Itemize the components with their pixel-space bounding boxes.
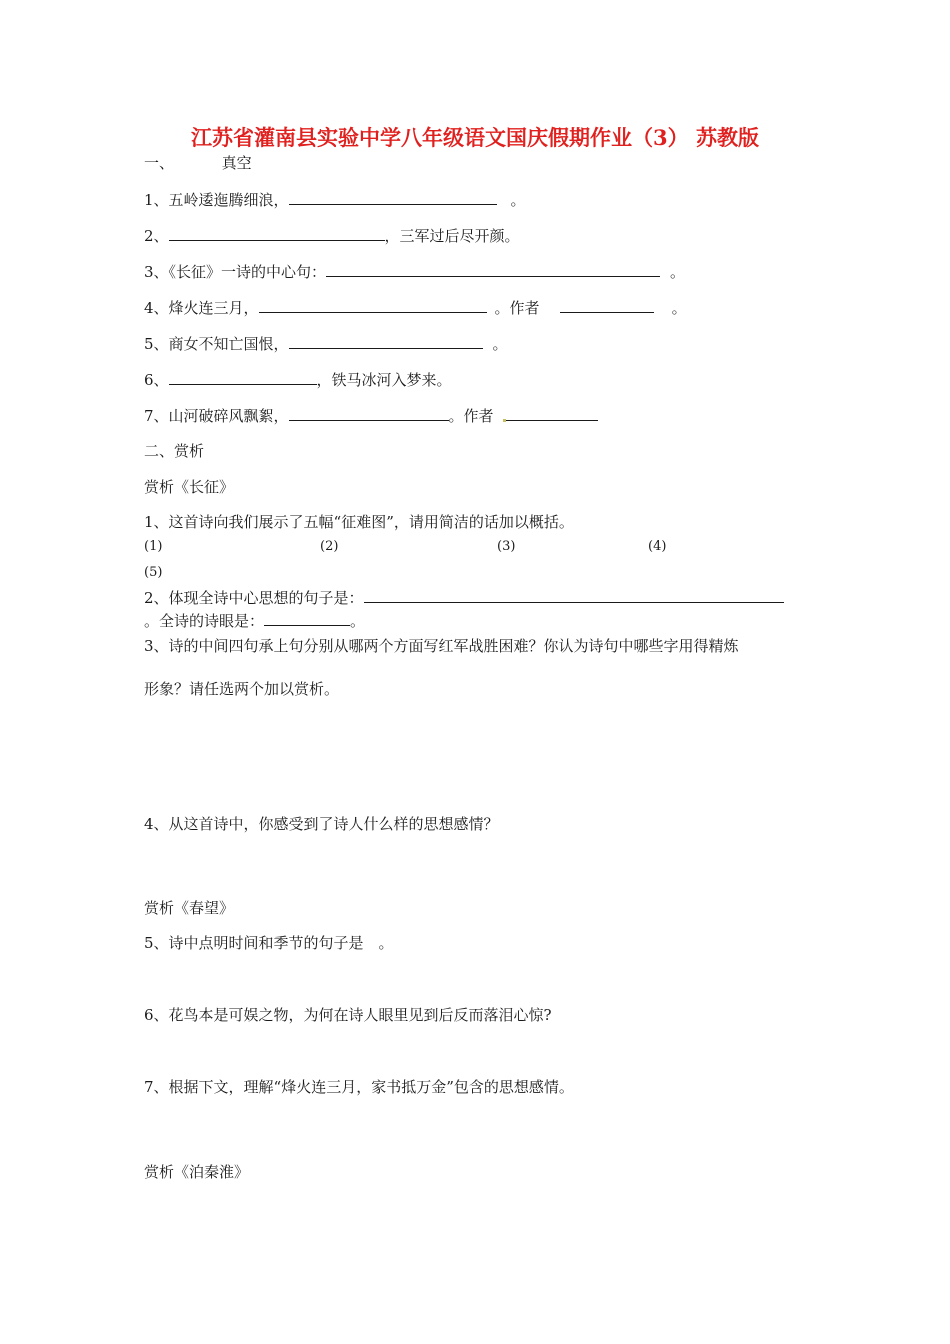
fill-item-3-end: 。: [670, 263, 686, 281]
sub-answer-5-label: (5): [144, 565, 163, 580]
fill-item-2-end: ，三军过后尽开颜。: [384, 227, 520, 245]
fill-item-4: [144, 297, 687, 318]
changzheng-question-4: 4、从这首诗中，你感受到了诗人什么样的思想感情？: [144, 815, 499, 833]
fill-item-5: [144, 333, 508, 354]
answer-blank-4[interactable]: [259, 297, 487, 313]
fill-item-6-end: ，铁马冰河入梦来。: [316, 371, 452, 389]
sub-answer-2-label: (2): [320, 539, 339, 554]
poem-eye-label: 。全诗的诗眼是：: [144, 612, 265, 630]
fill-item-3: [144, 261, 685, 282]
changzheng-question-3-line1: 3、诗的中间四句承上句分别从哪两个方面写红军战胜困难？你认为诗句中哪些字用得精炼: [144, 637, 739, 655]
fill-item-1-end: 。: [510, 191, 526, 209]
sub-answer-1-label: (1): [144, 539, 163, 554]
changzheng-question-3-line2: 形象？请任选两个加以赏析。: [144, 680, 340, 698]
fill-item-5-end: 。: [492, 335, 508, 353]
answer-blank-2[interactable]: [169, 225, 385, 241]
fill-item-4-text: 4、烽火连三月，: [144, 299, 259, 317]
chunwang-heading: 赏析《春望》: [144, 899, 235, 917]
answer-blank-1[interactable]: [289, 189, 497, 205]
center-sentence-blank[interactable]: [364, 587, 784, 603]
sub-answer-4-label: (4): [648, 539, 667, 554]
chunwang-question-7: 7、根据下文，理解“烽火连三月，家书抵万金”包含的思想感情。: [144, 1078, 574, 1096]
question-2-text: 2、体现全诗中心思想的句子是：: [144, 589, 364, 607]
fill-item-4-end: 。: [671, 299, 687, 317]
fill-item-6-text: 6、: [144, 371, 169, 389]
answer-blank-6[interactable]: [169, 369, 317, 385]
fill-item-2: [144, 225, 520, 246]
author-blank-7[interactable]: [506, 405, 598, 421]
section-two-heading: 二、赏析: [144, 442, 205, 460]
author-blank-4[interactable]: [560, 297, 654, 313]
fill-item-7-text: 7、山河破碎风飘絮，: [144, 407, 289, 425]
fill-item-1: [144, 189, 526, 210]
changzheng-question-1: 1、这首诗向我们展示了五幅“征难图”，请用简洁的话加以概括。: [144, 513, 574, 531]
boqinhuai-heading: 赏析《泊秦淮》: [144, 1163, 250, 1181]
fill-item-2-text: 2、: [144, 227, 169, 245]
fill-item-1-text: 1、五岭逶迤腾细浪，: [144, 191, 289, 209]
fill-item-7: [144, 405, 598, 426]
poem-eye-blank[interactable]: [264, 610, 350, 626]
section-one-number: 一、: [144, 154, 175, 172]
section-one-label: 真空: [221, 154, 252, 172]
changzheng-heading: 赏析《长征》: [144, 478, 235, 496]
answer-blank-7[interactable]: [289, 405, 449, 421]
chunwang-question-6: 6、花鸟本是可娱之物，为何在诗人眼里见到后反而落泪心惊?: [144, 1006, 552, 1024]
changzheng-question-2-line2: [144, 610, 365, 631]
fill-item-4-author-label: 。作者: [494, 299, 540, 317]
poem-eye-end: 。: [350, 612, 366, 630]
changzheng-question-2: [144, 587, 784, 608]
answer-blank-5[interactable]: [289, 333, 483, 349]
sub-answer-3-label: (3): [497, 539, 516, 554]
fill-item-7-author-label: 。作者: [448, 407, 494, 425]
document-title: 江苏省灌南县实验中学八年级语文国庆假期作业（3） 苏教版: [191, 125, 759, 150]
chunwang-question-5: 5、诗中点明时间和季节的句子是 。: [144, 934, 394, 952]
fill-item-6: [144, 369, 452, 390]
fill-item-3-text: 3、《长征》一诗的中心句：: [144, 263, 327, 281]
answer-blank-3[interactable]: [326, 261, 660, 277]
section-one-heading: [144, 153, 252, 173]
fill-item-5-text: 5、商女不知亡国恨，: [144, 335, 289, 353]
